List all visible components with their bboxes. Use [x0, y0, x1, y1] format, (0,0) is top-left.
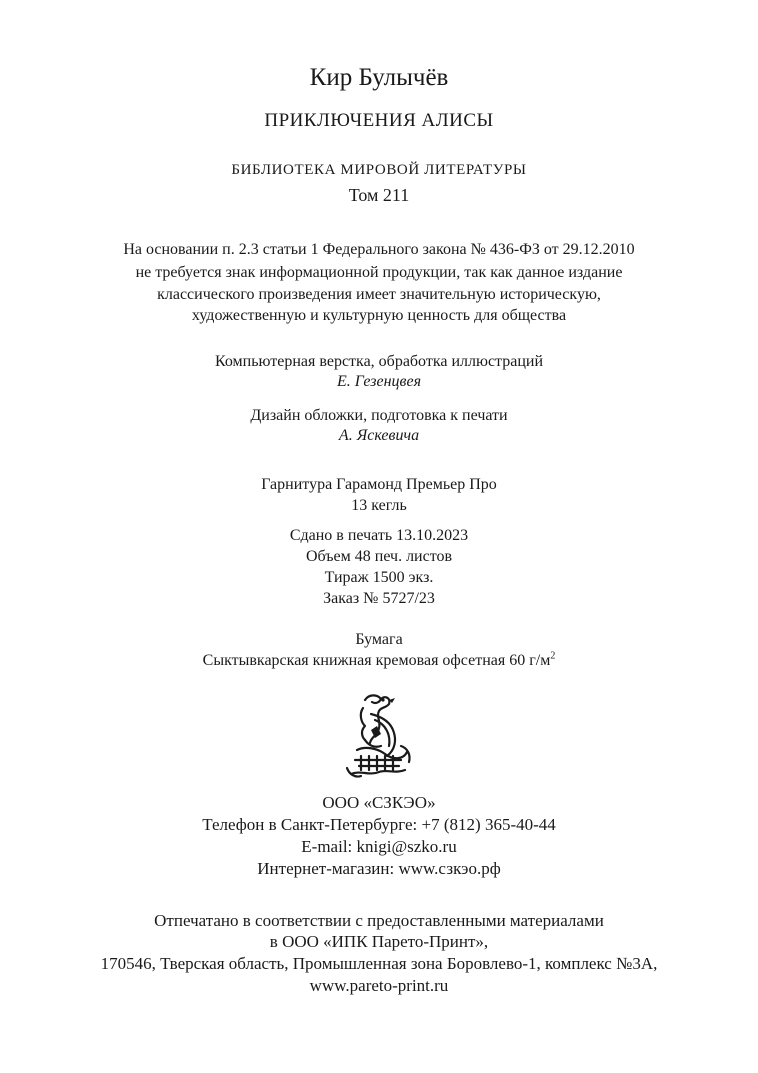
- author-name: Кир Булычёв: [309, 64, 449, 91]
- printer-line: в ООО «ИПК Парето-Принт»,: [269, 932, 489, 951]
- publisher-phone: Телефон в Санкт-Петербурге: +7 (812) 365-40-44: [202, 815, 556, 834]
- griffin-emblem-icon: [335, 690, 425, 782]
- publisher-name: ООО «СЗКЭО»: [322, 793, 436, 812]
- paper-description: Сыктывкарская книжная кремовая офсетная 60 $г/м^2$: [202, 650, 556, 669]
- book-title: ПРИКЛЮЧЕНИЯ АЛИСЫ: [264, 110, 494, 131]
- cover-credit-role: Дизайн обложки, подготовка к печати: [250, 407, 508, 424]
- print-volume: Объем 48 печ. листов: [305, 548, 453, 565]
- legal-notice-line: На основании п. 2.3 статьи 1 Федерального закона № 436-ФЗ от 29.12.2010: [123, 241, 635, 258]
- volume-number: Том 211: [348, 185, 410, 205]
- layout-credit-name: Е. Гезенцвея: [336, 373, 422, 390]
- print-run: Тираж 1500 экз.: [324, 569, 434, 586]
- typeface-size: 13 кегль: [351, 497, 407, 514]
- legal-notice-line: классического произведения имеет значительную историческую,: [157, 286, 601, 303]
- publisher-email: E-mail: knigi@szko.ru: [301, 837, 457, 856]
- printer-line: www.pareto-print.ru: [309, 976, 449, 995]
- paper-label: Бумага: [355, 631, 403, 648]
- printer-line: Отпечатано в соответствии с предоставленными материалами: [154, 911, 604, 930]
- paper-superscript: 2: [550, 650, 556, 662]
- series-title: БИБЛИОТЕКА МИРОВОЙ ЛИТЕРАТУРЫ: [231, 162, 527, 178]
- cover-credit-name: А. Яскевича: [338, 427, 420, 444]
- layout-credit-role: Компьютерная верстка, обработка иллюстраций: [214, 353, 544, 370]
- legal-notice-line: художественную и культурную ценность для общества: [191, 307, 567, 324]
- print-order: Заказ № 5727/23: [323, 590, 435, 607]
- print-date: Сдано в печать 13.10.2023: [289, 527, 469, 544]
- publisher-shop: Интернет-магазин: www.сзкэо.рф: [257, 859, 501, 878]
- legal-notice-line: не требуется знак информационной продукции, так как данное издание: [135, 264, 623, 281]
- typeface-name: Гарнитура Гарамонд Премьер Про: [261, 476, 497, 493]
- printer-line: 170546, Тверская область, Промышленная зона Боровлево-1, комплекс №3А,: [100, 954, 658, 973]
